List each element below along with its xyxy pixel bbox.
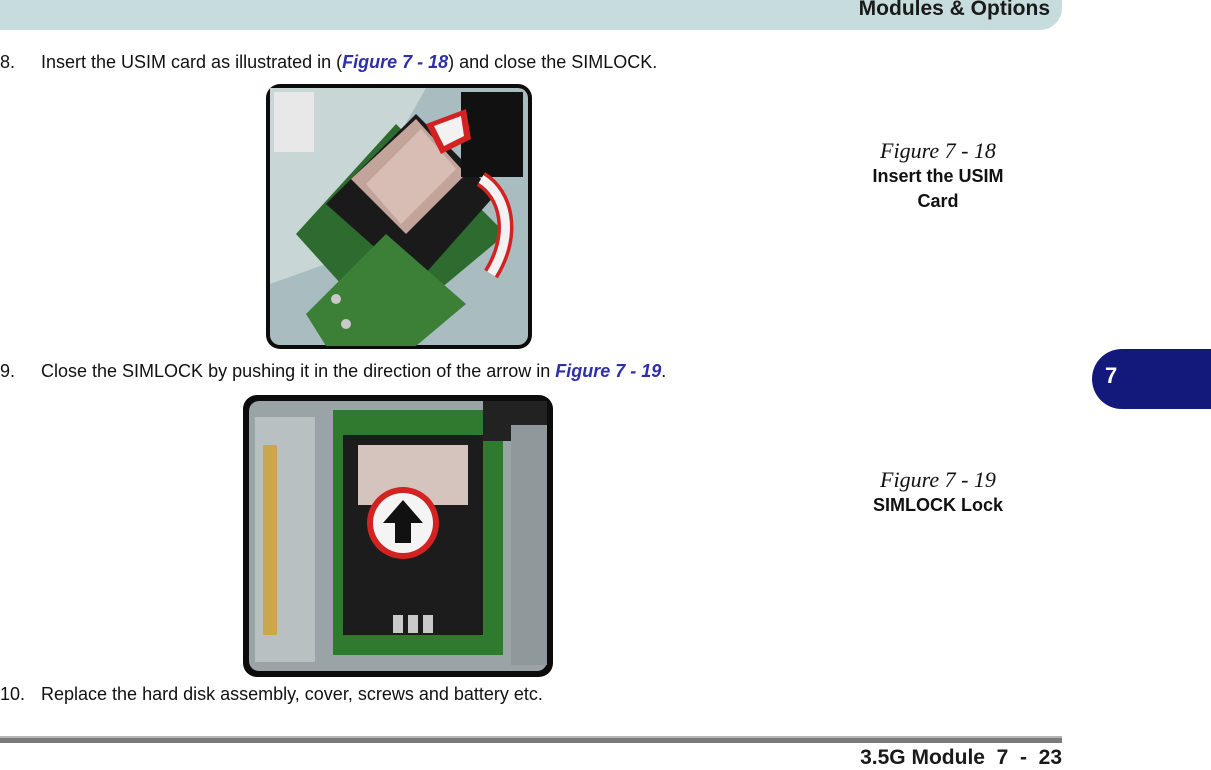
step-text-end: . xyxy=(661,361,667,381)
figure-7-19-image xyxy=(243,395,553,677)
step-text: Replace the hard disk assembly, cover, screws and battery etc. xyxy=(41,684,543,704)
step-text-end: ) and close the SIMLOCK. xyxy=(448,52,658,72)
figure-7-18-image xyxy=(266,84,532,349)
step-8 xyxy=(0,52,657,73)
figure-caption-line: Card xyxy=(917,191,959,211)
simlock-lock-illustration xyxy=(243,395,553,677)
chapter-number: 7 xyxy=(1105,363,1118,388)
step-number: 10. xyxy=(0,684,26,704)
page-header-title: Modules & Options xyxy=(858,0,1050,20)
step-10 xyxy=(0,684,543,705)
figure-title: Figure 7 - 18 xyxy=(880,138,996,163)
figure-reference-link[interactable]: Figure 7 - 18 xyxy=(342,52,449,72)
figure-title: Figure 7 - 19 xyxy=(880,467,996,492)
page-footer: 3.5G Module 7 - 23 xyxy=(860,746,1062,769)
step-number: 9. xyxy=(0,361,16,381)
figure-caption-line: SIMLOCK Lock xyxy=(872,495,1003,515)
step-number: 8. xyxy=(0,52,16,72)
footer-rule-highlight xyxy=(0,736,1062,738)
step-9 xyxy=(0,361,666,382)
figure-7-18-caption xyxy=(838,138,1038,214)
figure-caption-line: Insert the USIM xyxy=(872,166,1004,186)
step-text: Close the SIMLOCK by pushing it in the direction of the arrow in xyxy=(41,361,556,381)
usim-insert-illustration xyxy=(266,84,532,349)
figure-7-19-caption xyxy=(838,467,1038,518)
figure-reference-link[interactable]: Figure 7 - 19 xyxy=(555,361,662,381)
step-text: Insert the USIM card as illustrated in ( xyxy=(41,52,343,72)
